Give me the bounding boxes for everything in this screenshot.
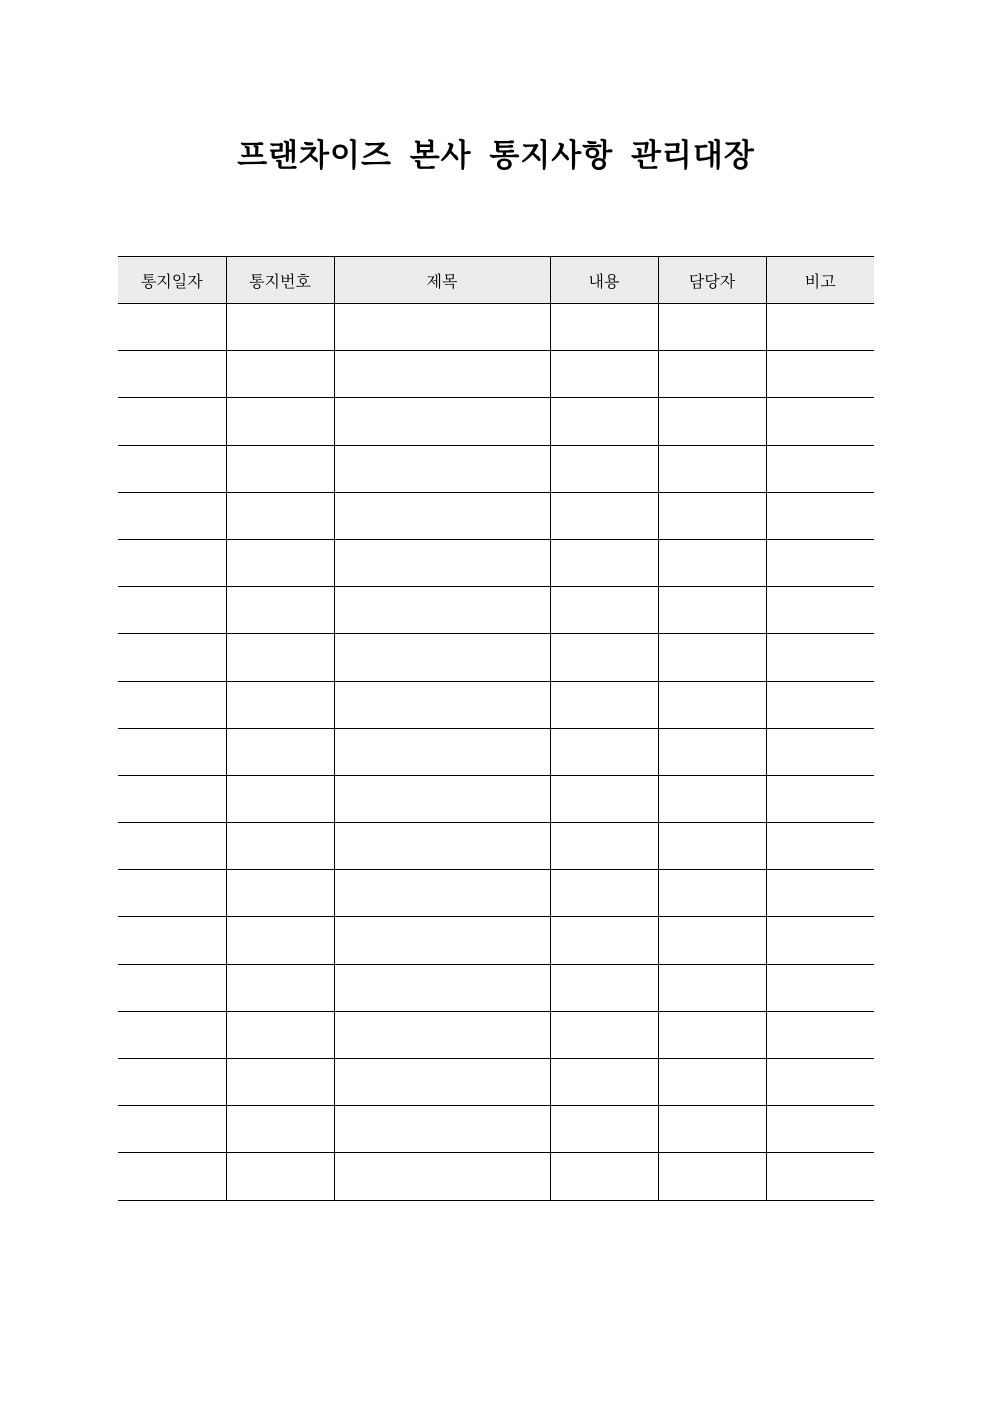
cell-person-in-charge[interactable] — [658, 1059, 766, 1106]
cell-subject[interactable] — [334, 1011, 550, 1058]
cell-notice-date[interactable] — [118, 351, 226, 398]
cell-notice-date[interactable] — [118, 775, 226, 822]
table-row — [118, 634, 874, 681]
cell-notice-number[interactable] — [226, 492, 334, 539]
cell-content[interactable] — [550, 823, 658, 870]
cell-person-in-charge[interactable] — [658, 681, 766, 728]
table-row — [118, 823, 874, 870]
cell-subject[interactable] — [334, 304, 550, 351]
cell-subject[interactable] — [334, 539, 550, 586]
table-row — [118, 1106, 874, 1153]
cell-subject[interactable] — [334, 917, 550, 964]
cell-content[interactable] — [550, 492, 658, 539]
cell-notice-number[interactable] — [226, 445, 334, 492]
table-row — [118, 351, 874, 398]
column-header-content: 내용 — [550, 257, 658, 304]
table-row — [118, 445, 874, 492]
table-row — [118, 728, 874, 775]
cell-content[interactable] — [550, 398, 658, 445]
cell-remarks[interactable] — [766, 1059, 874, 1106]
cell-remarks[interactable] — [766, 917, 874, 964]
cell-remarks[interactable] — [766, 634, 874, 681]
table-row — [118, 587, 874, 634]
cell-content[interactable] — [550, 870, 658, 917]
table-row — [118, 304, 874, 351]
cell-notice-number[interactable] — [226, 634, 334, 681]
table-row — [118, 398, 874, 445]
cell-notice-date[interactable] — [118, 492, 226, 539]
cell-notice-number[interactable] — [226, 398, 334, 445]
cell-subject[interactable] — [334, 775, 550, 822]
cell-remarks[interactable] — [766, 492, 874, 539]
table-row — [118, 492, 874, 539]
table-row — [118, 681, 874, 728]
cell-person-in-charge[interactable] — [658, 304, 766, 351]
cell-notice-number[interactable] — [226, 1059, 334, 1106]
cell-subject[interactable] — [334, 681, 550, 728]
cell-remarks[interactable] — [766, 445, 874, 492]
cell-subject[interactable] — [334, 964, 550, 1011]
table-row — [118, 870, 874, 917]
cell-notice-date[interactable] — [118, 445, 226, 492]
cell-subject[interactable] — [334, 1059, 550, 1106]
cell-notice-number[interactable] — [226, 539, 334, 586]
cell-person-in-charge[interactable] — [658, 351, 766, 398]
cell-notice-date[interactable] — [118, 870, 226, 917]
cell-notice-number[interactable] — [226, 1153, 334, 1200]
cell-remarks[interactable] — [766, 539, 874, 586]
cell-content[interactable] — [550, 445, 658, 492]
table-row — [118, 964, 874, 1011]
cell-content[interactable] — [550, 1059, 658, 1106]
cell-notice-date[interactable] — [118, 917, 226, 964]
cell-person-in-charge[interactable] — [658, 870, 766, 917]
cell-content[interactable] — [550, 539, 658, 586]
cell-subject[interactable] — [334, 351, 550, 398]
cell-notice-date[interactable] — [118, 634, 226, 681]
cell-content[interactable] — [550, 587, 658, 634]
cell-remarks[interactable] — [766, 351, 874, 398]
table-row — [118, 1153, 874, 1200]
cell-person-in-charge[interactable] — [658, 634, 766, 681]
cell-person-in-charge[interactable] — [658, 964, 766, 1011]
cell-content[interactable] — [550, 681, 658, 728]
column-header-remarks: 비고 — [766, 257, 874, 304]
cell-remarks[interactable] — [766, 823, 874, 870]
cell-remarks[interactable] — [766, 304, 874, 351]
column-header-notice-number: 통지번호 — [226, 257, 334, 304]
cell-remarks[interactable] — [766, 587, 874, 634]
cell-content[interactable] — [550, 634, 658, 681]
cell-notice-number[interactable] — [226, 870, 334, 917]
cell-notice-date[interactable] — [118, 587, 226, 634]
cell-person-in-charge[interactable] — [658, 917, 766, 964]
table-body — [118, 304, 874, 1201]
cell-content[interactable] — [550, 304, 658, 351]
cell-remarks[interactable] — [766, 1011, 874, 1058]
cell-subject[interactable] — [334, 823, 550, 870]
cell-subject[interactable] — [334, 728, 550, 775]
cell-remarks[interactable] — [766, 728, 874, 775]
table-header-row — [118, 257, 874, 304]
cell-notice-number[interactable] — [226, 917, 334, 964]
cell-remarks[interactable] — [766, 870, 874, 917]
column-header-notice-date: 통지일자 — [118, 257, 226, 304]
table-row — [118, 1059, 874, 1106]
cell-subject[interactable] — [334, 587, 550, 634]
cell-notice-date[interactable] — [118, 823, 226, 870]
cell-notice-number[interactable] — [226, 1106, 334, 1153]
cell-person-in-charge[interactable] — [658, 492, 766, 539]
cell-remarks[interactable] — [766, 1153, 874, 1200]
cell-remarks[interactable] — [766, 964, 874, 1011]
cell-person-in-charge[interactable] — [658, 539, 766, 586]
cell-notice-date[interactable] — [118, 304, 226, 351]
cell-subject[interactable] — [334, 445, 550, 492]
cell-remarks[interactable] — [766, 1106, 874, 1153]
cell-notice-number[interactable] — [226, 681, 334, 728]
cell-subject[interactable] — [334, 634, 550, 681]
cell-content[interactable] — [550, 728, 658, 775]
cell-content[interactable] — [550, 1011, 658, 1058]
cell-notice-date[interactable] — [118, 539, 226, 586]
cell-person-in-charge[interactable] — [658, 775, 766, 822]
cell-person-in-charge[interactable] — [658, 398, 766, 445]
cell-subject[interactable] — [334, 1106, 550, 1153]
cell-remarks[interactable] — [766, 775, 874, 822]
cell-subject[interactable] — [334, 492, 550, 539]
cell-subject[interactable] — [334, 1153, 550, 1200]
cell-notice-date[interactable] — [118, 1153, 226, 1200]
cell-notice-date[interactable] — [118, 964, 226, 1011]
cell-content[interactable] — [550, 351, 658, 398]
cell-remarks[interactable] — [766, 398, 874, 445]
cell-person-in-charge[interactable] — [658, 445, 766, 492]
cell-notice-date[interactable] — [118, 1011, 226, 1058]
notice-ledger-table — [118, 256, 874, 1201]
cell-person-in-charge[interactable] — [658, 1106, 766, 1153]
cell-content[interactable] — [550, 775, 658, 822]
cell-person-in-charge[interactable] — [658, 728, 766, 775]
column-header-person-in-charge: 담당자 — [658, 257, 766, 304]
cell-person-in-charge[interactable] — [658, 1153, 766, 1200]
cell-notice-date[interactable] — [118, 681, 226, 728]
cell-notice-number[interactable] — [226, 351, 334, 398]
cell-content[interactable] — [550, 964, 658, 1011]
cell-notice-date[interactable] — [118, 1059, 226, 1106]
table-row — [118, 1011, 874, 1058]
cell-notice-number[interactable] — [226, 304, 334, 351]
column-header-subject: 제목 — [334, 257, 550, 304]
cell-notice-number[interactable] — [226, 587, 334, 634]
cell-notice-date[interactable] — [118, 1106, 226, 1153]
cell-notice-date[interactable] — [118, 398, 226, 445]
cell-subject[interactable] — [334, 870, 550, 917]
table-row — [118, 539, 874, 586]
table-row — [118, 917, 874, 964]
cell-content[interactable] — [550, 917, 658, 964]
cell-person-in-charge[interactable] — [658, 823, 766, 870]
cell-notice-number[interactable] — [226, 1011, 334, 1058]
cell-person-in-charge[interactable] — [658, 587, 766, 634]
cell-notice-number[interactable] — [226, 964, 334, 1011]
cell-person-in-charge[interactable] — [658, 1011, 766, 1058]
cell-content[interactable] — [550, 1106, 658, 1153]
cell-notice-date[interactable] — [118, 728, 226, 775]
cell-notice-number[interactable] — [226, 728, 334, 775]
cell-notice-number[interactable] — [226, 775, 334, 822]
cell-content[interactable] — [550, 1153, 658, 1200]
table-row — [118, 775, 874, 822]
page-title: 프랜차이즈 본사 통지사항 관리대장 — [237, 138, 755, 174]
cell-subject[interactable] — [334, 398, 550, 445]
cell-notice-number[interactable] — [226, 823, 334, 870]
cell-remarks[interactable] — [766, 681, 874, 728]
